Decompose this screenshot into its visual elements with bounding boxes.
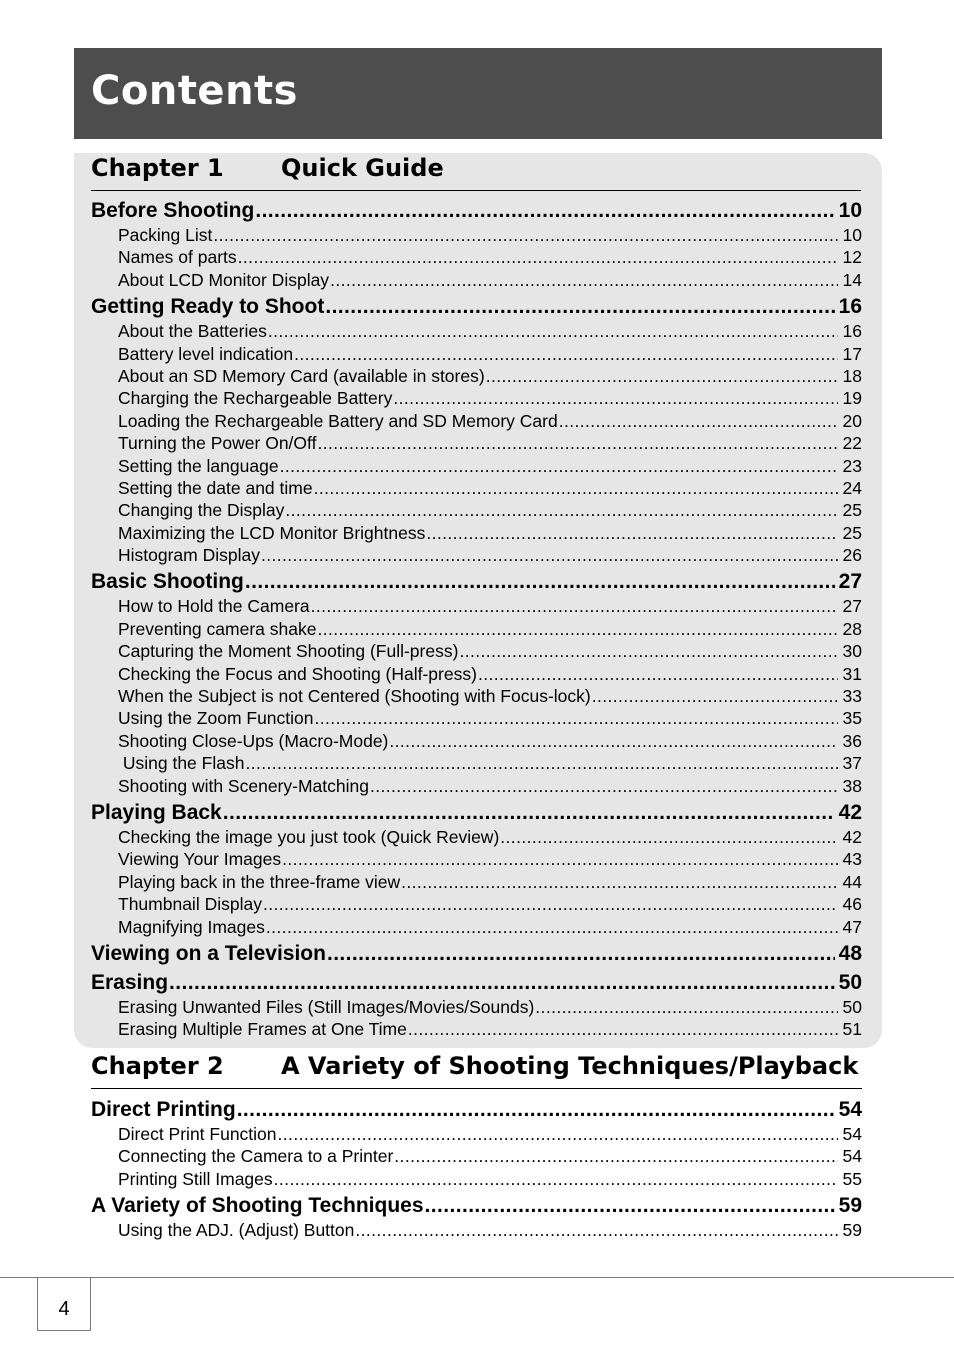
toc-entry-label: Charging the Rechargeable Battery (118, 388, 393, 409)
toc-entry-page-number: 17 (842, 343, 862, 364)
dot-leader (245, 753, 838, 774)
toc-section[interactable] (91, 570, 862, 596)
toc-entry-page-number: 47 (842, 916, 862, 937)
dot-leader (278, 1124, 838, 1145)
toc-entry[interactable] (91, 270, 862, 292)
chapter-1-toc (91, 199, 862, 1042)
toc-entry-label: Turning the Power On/Off (118, 433, 317, 454)
toc-section-label: Playing Back (91, 800, 222, 824)
toc-entry-label: Capturing the Moment Shooting (Full-press) (118, 641, 459, 662)
toc-entry-label: Maximizing the LCD Monitor Brightness (118, 522, 426, 543)
toc-entry[interactable] (91, 1019, 862, 1041)
toc-entry-label: Shooting Close-Ups (Macro-Mode) (118, 730, 389, 751)
toc-section-label: Direct Printing (91, 1098, 236, 1121)
dot-leader (559, 411, 838, 432)
dot-leader (535, 997, 838, 1018)
toc-entry-page-number: 38 (842, 775, 862, 796)
toc-section-page-number: 42 (838, 800, 862, 824)
toc-section-page-number: 27 (838, 570, 862, 594)
toc-entry[interactable] (91, 433, 862, 455)
toc-entry[interactable] (91, 827, 862, 849)
toc-section[interactable] (91, 971, 862, 997)
toc-entry-page-number: 19 (842, 388, 862, 409)
toc-entry-label: Histogram Display (118, 545, 260, 566)
toc-section-label: Before Shooting (91, 199, 255, 222)
toc-entry[interactable] (91, 596, 862, 618)
toc-entry-label: Battery level indication (118, 343, 294, 364)
toc-entry-page-number: 50 (842, 996, 862, 1017)
toc-section-page-number: 54 (838, 1098, 862, 1121)
toc-entry-label: Changing the Display (118, 500, 285, 521)
toc-entry-page-number: 31 (842, 663, 862, 684)
toc-entry[interactable] (91, 344, 862, 366)
toc-entry-page-number: 12 (842, 247, 862, 268)
toc-entry-page-number: 22 (842, 433, 862, 454)
toc-section[interactable] (91, 295, 862, 321)
toc-entry-page-number: 10 (842, 225, 862, 245)
toc-entry-label: Using the Flash (118, 753, 245, 774)
toc-entry-page-number: 23 (842, 455, 862, 476)
toc-entry-label: Viewing Your Images (118, 849, 282, 870)
toc-section-label: Erasing (91, 970, 169, 994)
chapter-number: Chapter 1 (91, 154, 224, 182)
toc-entry-page-number: 16 (842, 321, 862, 342)
toc-entry-label: About an SD Memory Card (available in stores) (118, 365, 485, 386)
toc-entry-label: Shooting with Scenery-Matching (118, 775, 369, 796)
dot-leader (317, 433, 838, 454)
toc-entry[interactable] (91, 641, 862, 663)
toc-entry-label: About the Batteries (118, 321, 267, 342)
toc-entry-page-number: 37 (842, 753, 862, 774)
dot-leader (500, 827, 838, 848)
dot-leader (389, 731, 838, 752)
dot-leader (169, 971, 835, 995)
toc-section-page-number: 16 (838, 295, 862, 319)
toc-section[interactable] (91, 1194, 862, 1220)
toc-entry[interactable] (91, 545, 862, 567)
toc-entry[interactable] (91, 776, 862, 798)
toc-entry[interactable] (91, 849, 862, 871)
dot-leader (238, 247, 838, 268)
toc-entry-label: Thumbnail Display (118, 894, 262, 915)
dot-leader (263, 894, 838, 915)
toc-entry-page-number: 18 (842, 365, 862, 386)
toc-entry-label: Using the Zoom Function (118, 708, 314, 729)
dot-leader (280, 456, 838, 477)
contents-title-bar (74, 48, 882, 139)
toc-entry-label: Setting the date and time (118, 477, 313, 498)
toc-entry[interactable] (91, 686, 862, 708)
toc-entry-label: How to Hold the Camera (118, 596, 310, 617)
dot-leader (394, 1146, 838, 1167)
dot-leader (282, 849, 838, 870)
dot-leader (478, 664, 838, 685)
toc-entry-page-number: 14 (842, 269, 862, 290)
toc-entry[interactable] (91, 917, 862, 939)
toc-entry-label: Using the ADJ. (Adjust) Button (118, 1220, 355, 1241)
toc-entry-label: Connecting the Camera to a Printer (118, 1146, 394, 1167)
dot-leader (274, 1169, 838, 1190)
toc-entry-page-number: 24 (842, 477, 862, 498)
toc-entry[interactable] (91, 753, 862, 775)
toc-entry[interactable] (91, 894, 862, 916)
toc-entry[interactable] (91, 411, 862, 433)
toc-entry-page-number: 43 (842, 849, 862, 870)
dot-leader (311, 596, 838, 617)
toc-entry[interactable] (91, 366, 862, 388)
toc-entry-page-number: 25 (842, 522, 862, 543)
toc-entry[interactable] (91, 225, 862, 247)
toc-section[interactable] (91, 942, 862, 968)
toc-entry-label: When the Subject is not Centered (Shooting with Focus-lock) (118, 686, 591, 707)
toc-section-label: A Variety of Shooting Techniques (91, 1194, 424, 1218)
toc-entry-label: Erasing Unwanted Files (Still Images/Movies/Sounds) (118, 996, 535, 1017)
toc-entry-page-number: 59 (842, 1220, 862, 1241)
chapter-title: Quick Guide (281, 154, 444, 182)
toc-section[interactable] (91, 801, 862, 827)
toc-entry[interactable] (91, 500, 862, 522)
toc-entry-page-number: 51 (842, 1019, 862, 1040)
dot-leader (426, 523, 838, 544)
toc-entry[interactable] (91, 523, 862, 545)
toc-entry-label: Names of parts (118, 247, 237, 268)
chapter-2-heading (91, 1052, 862, 1089)
toc-entry-label: Direct Print Function (118, 1124, 277, 1144)
toc-entry-page-number: 54 (842, 1146, 862, 1167)
dot-leader (294, 344, 838, 365)
dot-leader (592, 686, 838, 707)
toc-entry-page-number: 26 (842, 545, 862, 566)
toc-section-page-number: 59 (838, 1194, 862, 1218)
toc-entry-page-number: 46 (842, 894, 862, 915)
toc-entry-label: Checking the Focus and Shooting (Half-press) (118, 663, 477, 684)
toc-entry-label: Magnifying Images (118, 916, 265, 937)
dot-leader (330, 270, 838, 291)
toc-section-label: Basic Shooting (91, 570, 244, 594)
toc-entry[interactable] (91, 1169, 862, 1191)
toc-entry-label: Erasing Multiple Frames at One Time (118, 1019, 407, 1040)
chapter-1-heading (91, 154, 861, 191)
dot-leader (261, 545, 838, 566)
dot-leader (459, 641, 838, 662)
chapter-number: Chapter 2 (91, 1052, 224, 1080)
toc-entry-page-number: 42 (842, 826, 862, 847)
toc-entry-label: Playing back in the three-frame view (118, 871, 401, 892)
toc-entry[interactable] (91, 388, 862, 410)
toc-entry[interactable] (91, 1146, 862, 1168)
chapter-title: A Variety of Shooting Techniques/Playback (281, 1052, 859, 1080)
dot-leader (327, 942, 835, 966)
toc-entry-label: Printing Still Images (118, 1168, 273, 1189)
page-number: 4 (37, 1277, 91, 1331)
toc-entry[interactable] (91, 1220, 862, 1242)
dot-leader (237, 1098, 835, 1122)
dot-leader (285, 500, 838, 521)
dot-leader (408, 1019, 838, 1040)
toc-entry-page-number: 55 (842, 1168, 862, 1189)
dot-leader (401, 872, 838, 893)
toc-entry-page-number: 35 (842, 708, 862, 729)
toc-entry[interactable] (91, 1124, 862, 1146)
dot-leader (486, 366, 838, 387)
toc-entry[interactable] (91, 456, 862, 478)
toc-entry-page-number: 33 (842, 686, 862, 707)
dot-leader (314, 478, 838, 499)
dot-leader (325, 295, 834, 319)
chapter-2-toc (91, 1098, 862, 1243)
toc-section-label: Getting Ready to Shoot (91, 295, 325, 319)
toc-section[interactable] (91, 199, 862, 225)
toc-entry[interactable] (91, 997, 862, 1019)
dot-leader (245, 570, 835, 594)
dot-leader (268, 321, 838, 342)
toc-entry-page-number: 20 (842, 410, 862, 431)
toc-entry-label: Packing List (118, 225, 213, 245)
dot-leader (355, 1220, 838, 1241)
dot-leader (266, 917, 838, 938)
toc-section[interactable] (91, 1098, 862, 1124)
toc-entry-label: Preventing camera shake (118, 618, 317, 639)
toc-entry-page-number: 54 (842, 1124, 862, 1144)
toc-entry[interactable] (91, 664, 862, 686)
toc-entry[interactable] (91, 731, 862, 753)
toc-entry[interactable] (91, 478, 862, 500)
toc-entry[interactable] (91, 619, 862, 641)
toc-entry-label: About LCD Monitor Display (118, 269, 330, 290)
dot-leader (315, 708, 838, 729)
toc-section-page-number: 48 (838, 941, 862, 965)
toc-entry[interactable] (91, 872, 862, 894)
toc-section-label: Viewing on a Television (91, 941, 326, 965)
dot-leader (425, 1194, 835, 1218)
toc-entry-label: Loading the Rechargeable Battery and SD Memory Card (118, 410, 558, 431)
toc-section-page-number: 50 (838, 970, 862, 994)
toc-entry[interactable] (91, 708, 862, 730)
footer-rule (0, 1277, 954, 1278)
toc-entry-page-number: 28 (842, 618, 862, 639)
dot-leader (317, 619, 838, 640)
toc-entry-page-number: 36 (842, 730, 862, 751)
toc-entry-label: Setting the language (118, 455, 279, 476)
toc-entry[interactable] (91, 247, 862, 269)
toc-entry-page-number: 44 (842, 871, 862, 892)
toc-entry-page-number: 30 (842, 641, 862, 662)
dot-leader (255, 199, 834, 223)
toc-entry-page-number: 27 (842, 596, 862, 617)
toc-entry-label: Checking the image you just took (Quick Review) (118, 826, 500, 847)
toc-entry[interactable] (91, 321, 862, 343)
toc-section-page-number: 10 (838, 199, 862, 222)
toc-entry-page-number: 25 (842, 500, 862, 521)
page-title: Contents (91, 68, 298, 114)
dot-leader (223, 801, 835, 825)
dot-leader (393, 388, 838, 409)
dot-leader (370, 776, 838, 797)
dot-leader (213, 225, 838, 246)
